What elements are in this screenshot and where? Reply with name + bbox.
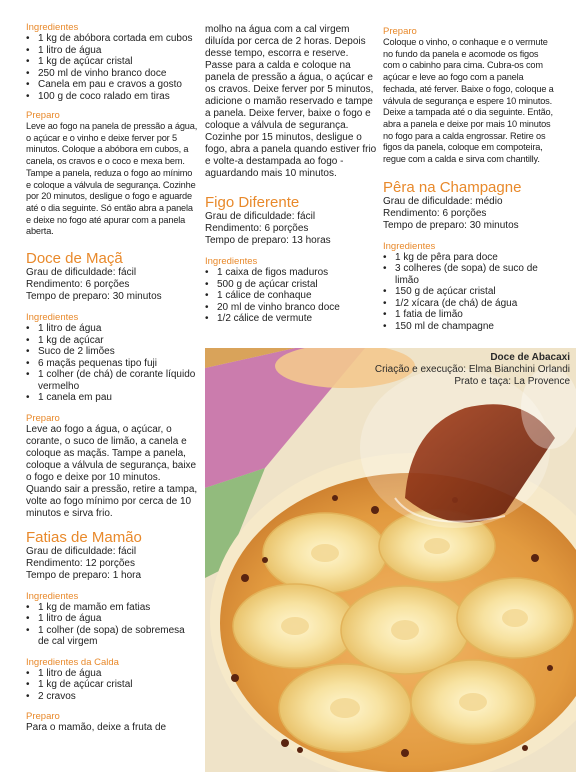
- mamao-calda-list: [26, 668, 198, 703]
- ingredient-item: • 1 kg de abóbora cortada em cubos: [26, 33, 198, 45]
- ingredient-item: • 1 kg de açúcar: [26, 335, 198, 347]
- photo-credit: Criação e execução: Elma Bianchini Orlandi: [374, 364, 570, 375]
- figo-preparo-text: Coloque o vinho, o conhaque e o vermute no fundo da panela e acomode os figos com o cabinho para cima. Cubra-os com açúcar e leve ao fogo com a panela fechada, até ferver. Baixe o fogo, coloque a válvula de segurança e espere 10 minutos. Deixe a tampada até o dia seguinte. Então, abra a panela e deixe por mais 10 minutos no fogo para a calda engrossar. Retire os figos da panela, coloque em compoteira, regue com a calda e sirva com chantilly.: [383, 37, 554, 165]
- abobora-preparo-text: Leve ao fogo na panela de pressão a água, o açúcar e o vinho e deixe ferver por 5 minutos. Coloque a abóbora em cubos, a canela, os cravos e o coco e mexa bem. Tampe a panela, reduza o fogo ao mínimo e coloque a válvula de segurança. Cozinhe por 20 minutos, desligue o fogo e aguarde até o dia seguinte. Só então abra a panela e deixe no fogo até apurar com a panela aberta.: [26, 121, 198, 237]
- photo-props: Prato e taça: La Provence: [454, 376, 570, 387]
- figo-tempo: Tempo de preparo: 13 horas: [205, 235, 331, 246]
- maca-preparo-text: Leve ao fogo a água, o açúcar, o corante, o suco de limão, a canela e coloque as maçãs. Tampe a panela, coloque a válvula de segurança, baixe o fogo e deixe por 10 minutos. Quando sair a pressão, retire a tampa, volte ao fogo mínimo por cerca de 10 minutos e sirva frio.: [26, 423, 198, 519]
- pera-dificuldade: Grau de dificuldade: médio: [383, 195, 503, 207]
- mamao-tempo: Tempo de preparo: 1 hora: [26, 569, 142, 581]
- pera-rendimento: Rendimento: 6 porções: [383, 207, 487, 219]
- maca-dificuldade: Grau de dificuldade: fácil: [26, 267, 137, 279]
- ingredient-item: • 1/2 cálice de vermute: [205, 313, 377, 325]
- ingredient-item: • 1/2 xícara (de chá) de água: [383, 298, 555, 310]
- ingredient-item: • 150 g de açúcar cristal: [383, 286, 555, 298]
- figo-ingredientes-heading: Ingredientes: [205, 256, 258, 267]
- ingredient-item: • 1 litro de água: [26, 668, 198, 680]
- ingredient-item: • 1 litro de água: [26, 613, 198, 625]
- abobora-ingredient-list: [26, 33, 198, 102]
- ingredient-item: • 1 kg de açúcar cristal: [26, 56, 198, 68]
- abobora-ingredientes-heading: Ingredientes: [26, 22, 79, 33]
- ingredient-item: • 500 g de açúcar cristal: [205, 279, 377, 291]
- doce-de-abacaxi-photo: [205, 348, 576, 772]
- maca-ingredientes-heading: Ingredientes: [26, 312, 79, 324]
- ingredient-item: • 100 g de coco ralado em tiras: [26, 91, 198, 103]
- ingredient-item: • 1 canela em pau: [26, 392, 198, 404]
- pera-ingredientes-heading: Ingredientes: [383, 240, 436, 252]
- mamao-preparo-continued: molho na água com a cal virgem diluída por cerca de 2 horas. Depois desse tempo, escorra e reserve. Passe para a calda e coloque na panela de pressão a água, o açúcar e os cravos. Deixe ferver por 5 minutos, adicione o mamão reservado e tampe a panela. Deixe ferver, baixe o fogo e coloque a válvula de segurança. Cozinhe por 15 minutos, desligue o fogo, abra a panela quando estiver frio e volte-a destampada ao fogo - aguardando mais 10 minutos.: [205, 24, 377, 179]
- ingredient-item: • 1 colher (de sopa) de sobremesa de cal virgem: [26, 625, 198, 648]
- figo-dificuldade: Grau de dificuldade: fácil: [205, 211, 316, 222]
- maca-title: Doce de Maçã: [26, 250, 123, 268]
- maca-ingredient-list: [26, 323, 198, 404]
- ingredient-item: • 1 colher (de chá) de corante líquido vermelho: [26, 369, 198, 392]
- mamao-title: Fatias de Mamão: [26, 528, 142, 546]
- mamao-ingredient-list: [26, 602, 198, 648]
- figo-title: Figo Diferente: [205, 194, 300, 211]
- ingredient-item: • 20 ml de vinho branco doce: [205, 302, 377, 314]
- ingredient-item: • 1 litro de água: [26, 45, 198, 57]
- mamao-preparo-start: Para o mamão, deixe a fruta de: [26, 722, 167, 734]
- ingredient-item: • 1 litro de água: [26, 323, 198, 335]
- pera-title: Pêra na Champagne: [383, 178, 522, 196]
- photo-title: Doce de Abacaxi: [490, 352, 570, 363]
- ingredient-item: • 1 cálice de conhaque: [205, 290, 377, 302]
- ingredient-item: • Canela em pau e cravos a gosto: [26, 79, 198, 91]
- pera-tempo: Tempo de preparo: 30 minutos: [383, 219, 519, 231]
- maca-preparo-heading: Preparo: [26, 412, 60, 424]
- ingredient-item: • 250 ml de vinho branco doce: [26, 68, 198, 80]
- ingredient-item: • 2 cravos: [26, 691, 198, 703]
- mamao-preparo-heading: Preparo: [26, 711, 60, 723]
- maca-rendimento: Rendimento: 6 porções: [26, 279, 130, 291]
- ingredient-item: • 1 kg de mamão em fatias: [26, 602, 198, 614]
- ingredient-item: • 1 kg de açúcar cristal: [26, 679, 198, 691]
- column-1: [26, 22, 198, 734]
- column-3: [383, 26, 555, 332]
- mamao-calda-heading: Ingredientes da Calda: [26, 656, 119, 668]
- ingredient-item: • 150 ml de champagne: [383, 321, 555, 333]
- mamao-dificuldade: Grau de dificuldade: fácil: [26, 545, 137, 557]
- pera-ingredient-list: [383, 252, 555, 333]
- abobora-preparo-heading: Preparo: [26, 110, 60, 121]
- ingredient-item: • 6 maçãs pequenas tipo fuji: [26, 358, 198, 370]
- figo-preparo-heading: Preparo: [383, 26, 417, 37]
- ingredient-item: • 3 colheres (de sopa) de suco de limão: [383, 263, 555, 286]
- ingredient-item: • Suco de 2 limões: [26, 346, 198, 358]
- column-2: [205, 24, 377, 325]
- maca-tempo: Tempo de preparo: 30 minutos: [26, 291, 162, 303]
- figo-rendimento: Rendimento: 6 porções: [205, 223, 309, 234]
- ingredient-item: • 1 fatia de limão: [383, 309, 555, 321]
- ingredient-item: • 1 kg de pêra para doce: [383, 252, 555, 264]
- ingredient-item: • 1 caixa de figos maduros: [205, 267, 377, 279]
- mamao-ingredientes-heading: Ingredientes: [26, 590, 79, 602]
- mamao-rendimento: Rendimento: 12 porções: [26, 557, 135, 569]
- pineapple-dessert-illustration: [205, 348, 576, 772]
- figo-ingredient-list: [205, 267, 377, 325]
